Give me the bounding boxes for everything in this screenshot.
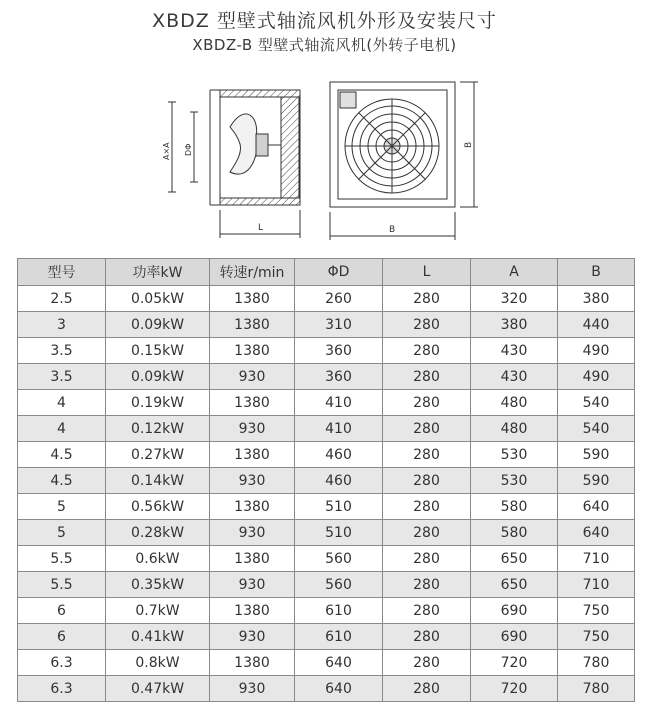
fan-side-view	[168, 90, 300, 238]
page-subtitle: XBDZ-B 型壁式轴流风机(外转子电机)	[192, 36, 457, 54]
cell-power: 0.19kW	[106, 390, 210, 416]
cell-speed: 930	[210, 520, 295, 546]
cell-l: 280	[383, 546, 471, 572]
cell-b: 750	[558, 624, 635, 650]
fan-dimension-drawing	[160, 72, 490, 247]
cell-diameter: 360	[295, 364, 383, 390]
cell-l: 280	[383, 650, 471, 676]
dim-label-b-right: B	[464, 141, 474, 148]
cell-l: 280	[383, 494, 471, 520]
table-row	[18, 416, 635, 442]
cell-model: 5	[18, 494, 106, 520]
cell-b: 710	[558, 572, 635, 598]
cell-diameter: 310	[295, 312, 383, 338]
cell-diameter: 560	[295, 546, 383, 572]
cell-diameter: 510	[295, 520, 383, 546]
cell-speed: 1380	[210, 650, 295, 676]
header-model: 型号	[18, 259, 106, 286]
cell-l: 280	[383, 416, 471, 442]
cell-a: 580	[471, 520, 558, 546]
cell-model: 4	[18, 390, 106, 416]
table-row	[18, 650, 635, 676]
cell-speed: 930	[210, 468, 295, 494]
cell-diameter: 610	[295, 598, 383, 624]
cell-model: 5.5	[18, 546, 106, 572]
cell-power: 0.41kW	[106, 624, 210, 650]
cell-b: 590	[558, 468, 635, 494]
cell-power: 0.28kW	[106, 520, 210, 546]
cell-model: 5	[18, 520, 106, 546]
table-row	[18, 546, 635, 572]
cell-power: 0.47kW	[106, 676, 210, 702]
cell-diameter: 640	[295, 676, 383, 702]
header-diameter: ΦD	[295, 259, 383, 286]
cell-a: 380	[471, 312, 558, 338]
cell-b: 380	[558, 286, 635, 312]
table-row	[18, 390, 635, 416]
cell-model: 6.3	[18, 676, 106, 702]
cell-b: 540	[558, 390, 635, 416]
cell-speed: 930	[210, 364, 295, 390]
cell-speed: 930	[210, 572, 295, 598]
cell-diameter: 460	[295, 442, 383, 468]
cell-power: 0.6kW	[106, 546, 210, 572]
cell-a: 430	[471, 338, 558, 364]
cell-diameter: 560	[295, 572, 383, 598]
cell-speed: 1380	[210, 390, 295, 416]
cell-a: 320	[471, 286, 558, 312]
cell-b: 540	[558, 416, 635, 442]
table-row	[18, 338, 635, 364]
cell-l: 280	[383, 624, 471, 650]
cell-power: 0.56kW	[106, 494, 210, 520]
cell-a: 480	[471, 416, 558, 442]
cell-power: 0.12kW	[106, 416, 210, 442]
cell-a: 430	[471, 364, 558, 390]
cell-diameter: 410	[295, 390, 383, 416]
cell-speed: 1380	[210, 338, 295, 364]
cell-b: 440	[558, 312, 635, 338]
table-row	[18, 624, 635, 650]
cell-l: 280	[383, 468, 471, 494]
cell-speed: 930	[210, 624, 295, 650]
fan-spec-table	[17, 258, 635, 702]
cell-a: 690	[471, 598, 558, 624]
cell-a: 720	[471, 650, 558, 676]
cell-b: 780	[558, 650, 635, 676]
table-row	[18, 286, 635, 312]
table-row	[18, 598, 635, 624]
dim-label-l: L	[258, 223, 264, 233]
table-row	[18, 442, 635, 468]
cell-model: 6	[18, 624, 106, 650]
cell-model: 6	[18, 598, 106, 624]
cell-b: 750	[558, 598, 635, 624]
cell-speed: 1380	[210, 312, 295, 338]
cell-power: 0.05kW	[106, 286, 210, 312]
cell-model: 4.5	[18, 442, 106, 468]
cell-b: 490	[558, 364, 635, 390]
cell-speed: 1380	[210, 442, 295, 468]
cell-speed: 1380	[210, 286, 295, 312]
cell-model: 2.5	[18, 286, 106, 312]
table-header-row	[18, 259, 635, 286]
cell-model: 3.5	[18, 364, 106, 390]
cell-diameter: 260	[295, 286, 383, 312]
cell-diameter: 460	[295, 468, 383, 494]
cell-l: 280	[383, 676, 471, 702]
cell-model: 3	[18, 312, 106, 338]
cell-a: 650	[471, 572, 558, 598]
cell-b: 710	[558, 546, 635, 572]
cell-speed: 930	[210, 676, 295, 702]
cell-a: 530	[471, 442, 558, 468]
table-row	[18, 572, 635, 598]
cell-power: 0.15kW	[106, 338, 210, 364]
cell-power: 0.09kW	[106, 312, 210, 338]
cell-speed: 1380	[210, 546, 295, 572]
table-row	[18, 364, 635, 390]
cell-b: 590	[558, 442, 635, 468]
fan-front-view	[330, 82, 478, 240]
cell-a: 720	[471, 676, 558, 702]
cell-diameter: 410	[295, 416, 383, 442]
table-row	[18, 520, 635, 546]
table-row	[18, 494, 635, 520]
cell-power: 0.27kW	[106, 442, 210, 468]
cell-a: 480	[471, 390, 558, 416]
cell-b: 640	[558, 494, 635, 520]
dim-label-d: DΦ	[184, 143, 193, 156]
table-row	[18, 676, 635, 702]
cell-model: 4	[18, 416, 106, 442]
cell-model: 6.3	[18, 650, 106, 676]
header-speed: 转速r/min	[210, 259, 295, 286]
cell-l: 280	[383, 572, 471, 598]
cell-diameter: 360	[295, 338, 383, 364]
header-a: A	[471, 259, 558, 286]
header-l: L	[383, 259, 471, 286]
dim-label-b-bottom: B	[389, 225, 396, 235]
cell-b: 640	[558, 520, 635, 546]
header-power: 功率kW	[106, 259, 210, 286]
cell-speed: 930	[210, 416, 295, 442]
cell-a: 580	[471, 494, 558, 520]
cell-l: 280	[383, 338, 471, 364]
table-row	[18, 468, 635, 494]
table-row	[18, 312, 635, 338]
cell-power: 0.14kW	[106, 468, 210, 494]
cell-l: 280	[383, 364, 471, 390]
cell-model: 4.5	[18, 468, 106, 494]
cell-a: 690	[471, 624, 558, 650]
dim-label-a: A×A	[162, 142, 171, 160]
cell-l: 280	[383, 598, 471, 624]
cell-l: 280	[383, 520, 471, 546]
cell-l: 280	[383, 442, 471, 468]
cell-b: 780	[558, 676, 635, 702]
cell-a: 650	[471, 546, 558, 572]
cell-power: 0.7kW	[106, 598, 210, 624]
cell-model: 3.5	[18, 338, 106, 364]
cell-speed: 1380	[210, 598, 295, 624]
cell-b: 490	[558, 338, 635, 364]
header-b: B	[558, 259, 635, 286]
cell-model: 5.5	[18, 572, 106, 598]
cell-l: 280	[383, 286, 471, 312]
cell-diameter: 510	[295, 494, 383, 520]
cell-speed: 1380	[210, 494, 295, 520]
cell-power: 0.09kW	[106, 364, 210, 390]
cell-diameter: 640	[295, 650, 383, 676]
cell-power: 0.8kW	[106, 650, 210, 676]
cell-a: 530	[471, 468, 558, 494]
cell-l: 280	[383, 390, 471, 416]
page-title: XBDZ 型壁式轴流风机外形及安装尺寸	[152, 10, 497, 32]
cell-diameter: 610	[295, 624, 383, 650]
cell-power: 0.35kW	[106, 572, 210, 598]
cell-l: 280	[383, 312, 471, 338]
